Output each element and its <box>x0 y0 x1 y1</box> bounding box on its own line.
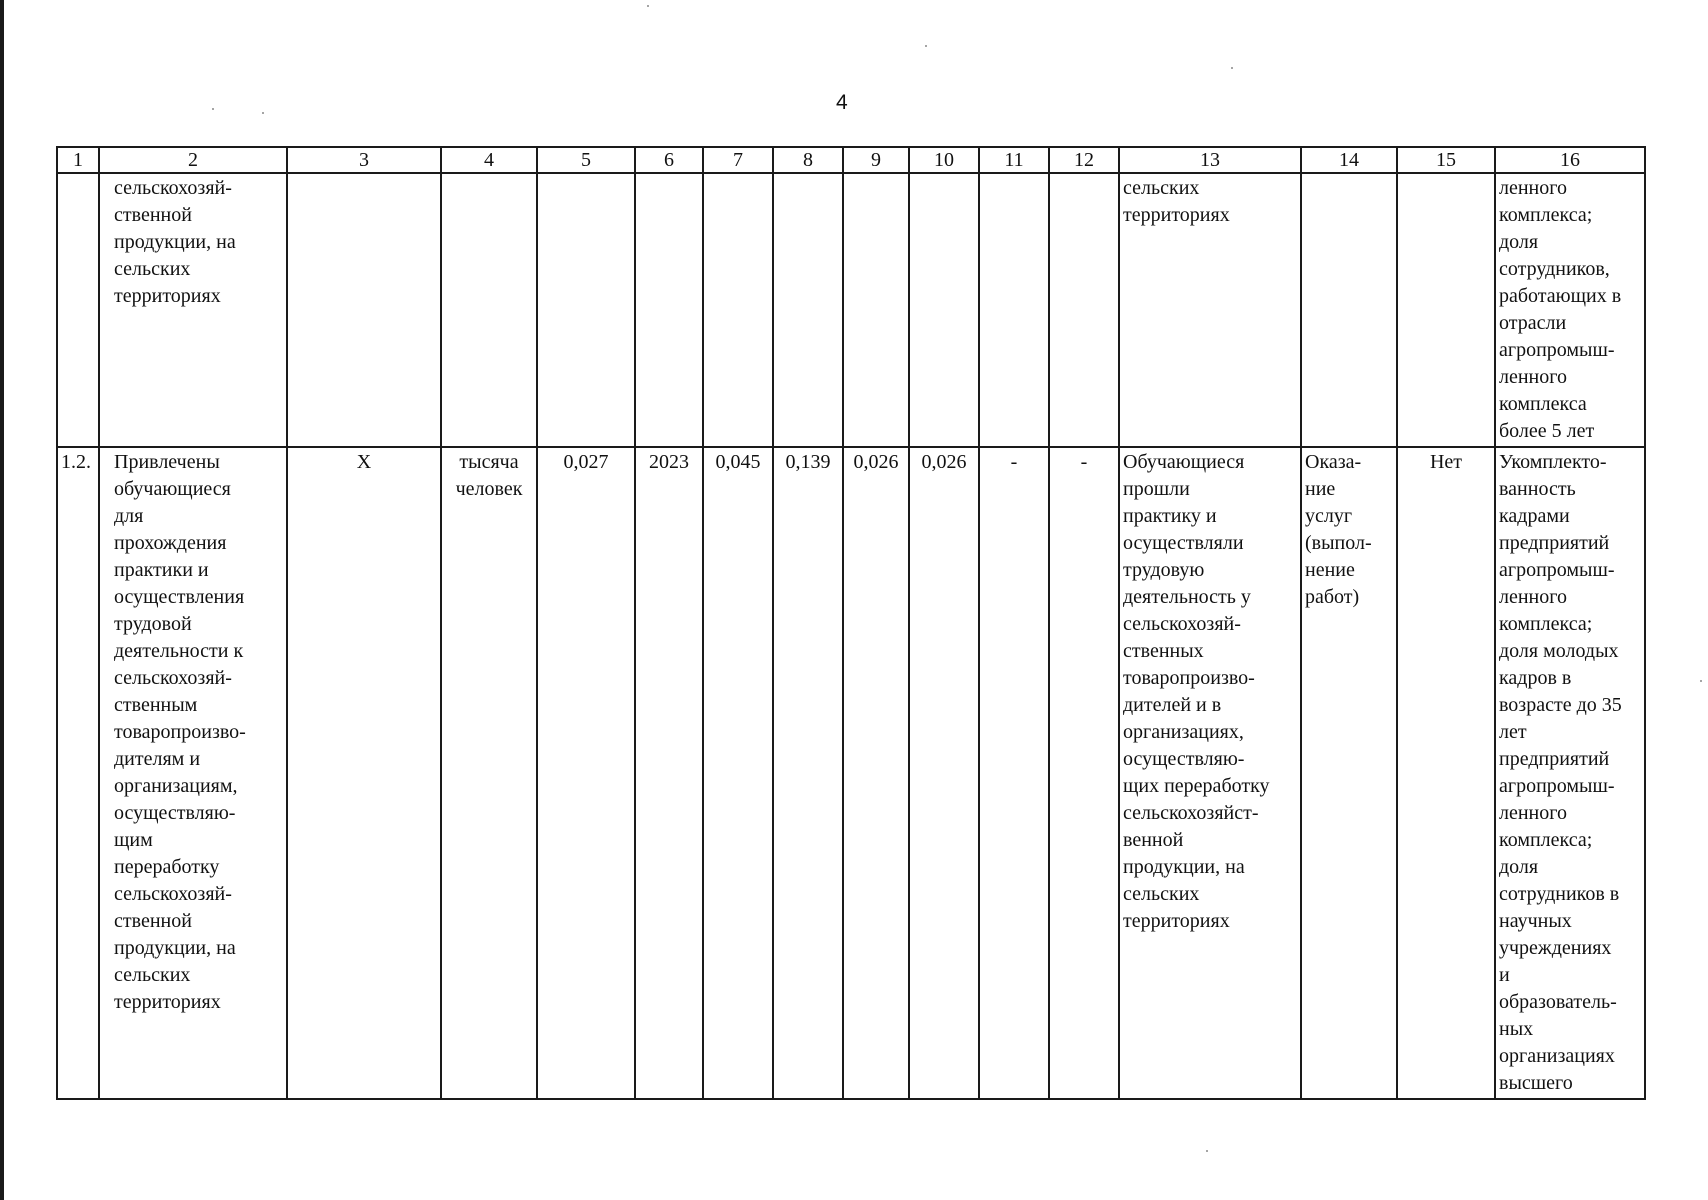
cell-result-type: Оказа- ние услуг (выпол- нение работ) <box>1301 447 1397 1099</box>
column-number: 13 <box>1119 147 1301 173</box>
cell-empty <box>537 173 635 447</box>
scan-speck <box>1700 680 1702 682</box>
scan-speck <box>1231 67 1233 69</box>
cell-empty <box>1301 173 1397 447</box>
cell-value-col-8: 0,139 <box>773 447 843 1099</box>
cell-empty <box>979 173 1049 447</box>
column-number: 10 <box>909 147 979 173</box>
cell-empty <box>843 173 909 447</box>
column-number: 6 <box>635 147 703 173</box>
column-number: 12 <box>1049 147 1119 173</box>
cell-value-col-12: - <box>1049 447 1119 1099</box>
column-number: 3 <box>287 147 441 173</box>
column-number: 9 <box>843 147 909 173</box>
cell-row-number: 1.2. <box>57 447 99 1099</box>
column-number: 14 <box>1301 147 1397 173</box>
cell-empty <box>441 173 537 447</box>
cell-indicator-continuation: ленного комплекса; доля сотрудников, работающих в отрасли агропромыш- ленного комплекса более 5 лет <box>1495 173 1645 447</box>
column-number: 11 <box>979 147 1049 173</box>
column-number: 5 <box>537 147 635 173</box>
scan-speck <box>262 112 264 114</box>
cell-result-continuation: сельских территориях <box>1119 173 1301 447</box>
scan-speck <box>647 5 649 7</box>
cell-task-name: Привлечены обучающиеся для прохождения практики и осуществления трудовой деятельности к сельскохозяй- ственным товаропроизво- дителям и организациям, осуществляю- щим переработку сельскохозяй- ственной продукции, на сельских территориях <box>99 447 287 1099</box>
cell-value-col-7: 0,045 <box>703 447 773 1099</box>
cell-name-continuation: сельскохозяй- ственной продукции, на сельских территориях <box>99 173 287 447</box>
cell-col-3: X <box>287 447 441 1099</box>
cell-result-description: Обучающиеся прошли практику и осуществляли трудовую деятельность у сельскохозяй- ственных товаропроизво- дителей и в организациях, осуществляю- щих переработку сельскохозяйст- венной продукции, на сельских территориях <box>1119 447 1301 1099</box>
column-number-row <box>57 147 1645 173</box>
cell-unit: тысяча человек <box>441 447 537 1099</box>
cell-empty <box>287 173 441 447</box>
cell-value-col-9: 0,026 <box>843 447 909 1099</box>
cell-empty <box>773 173 843 447</box>
cell-value-col-11: - <box>979 447 1049 1099</box>
cell-empty <box>909 173 979 447</box>
table-row-1-2 <box>57 447 1645 1099</box>
column-number: 1 <box>57 147 99 173</box>
cell-base-year: 2023 <box>635 447 703 1099</box>
scan-speck <box>212 108 214 110</box>
column-number: 8 <box>773 147 843 173</box>
table-row-continuation <box>57 173 1645 447</box>
cell-col-15: Нет <box>1397 447 1495 1099</box>
cell-value-col-10: 0,026 <box>909 447 979 1099</box>
cell-empty <box>703 173 773 447</box>
scan-left-edge <box>0 0 4 1200</box>
cell-base-value: 0,027 <box>537 447 635 1099</box>
indicators-table <box>56 146 1646 1100</box>
cell-empty <box>635 173 703 447</box>
scan-speck <box>1206 1150 1208 1152</box>
page-number: 4 <box>836 91 848 114</box>
column-number: 2 <box>99 147 287 173</box>
cell-related-indicators: Укомплекто- ванность кадрами предприятий агропромыш- ленного комплекса; доля молодых кадров в возрасте до 35 лет предприятий агропромыш- ленного комплекса; доля сотрудников в научных учреждениях и образователь- ных организациях высшего <box>1495 447 1645 1099</box>
column-number: 15 <box>1397 147 1495 173</box>
cell-empty <box>57 173 99 447</box>
cell-empty <box>1049 173 1119 447</box>
column-number: 7 <box>703 147 773 173</box>
column-number: 4 <box>441 147 537 173</box>
cell-empty <box>1397 173 1495 447</box>
scan-speck <box>925 45 927 47</box>
column-number: 16 <box>1495 147 1645 173</box>
